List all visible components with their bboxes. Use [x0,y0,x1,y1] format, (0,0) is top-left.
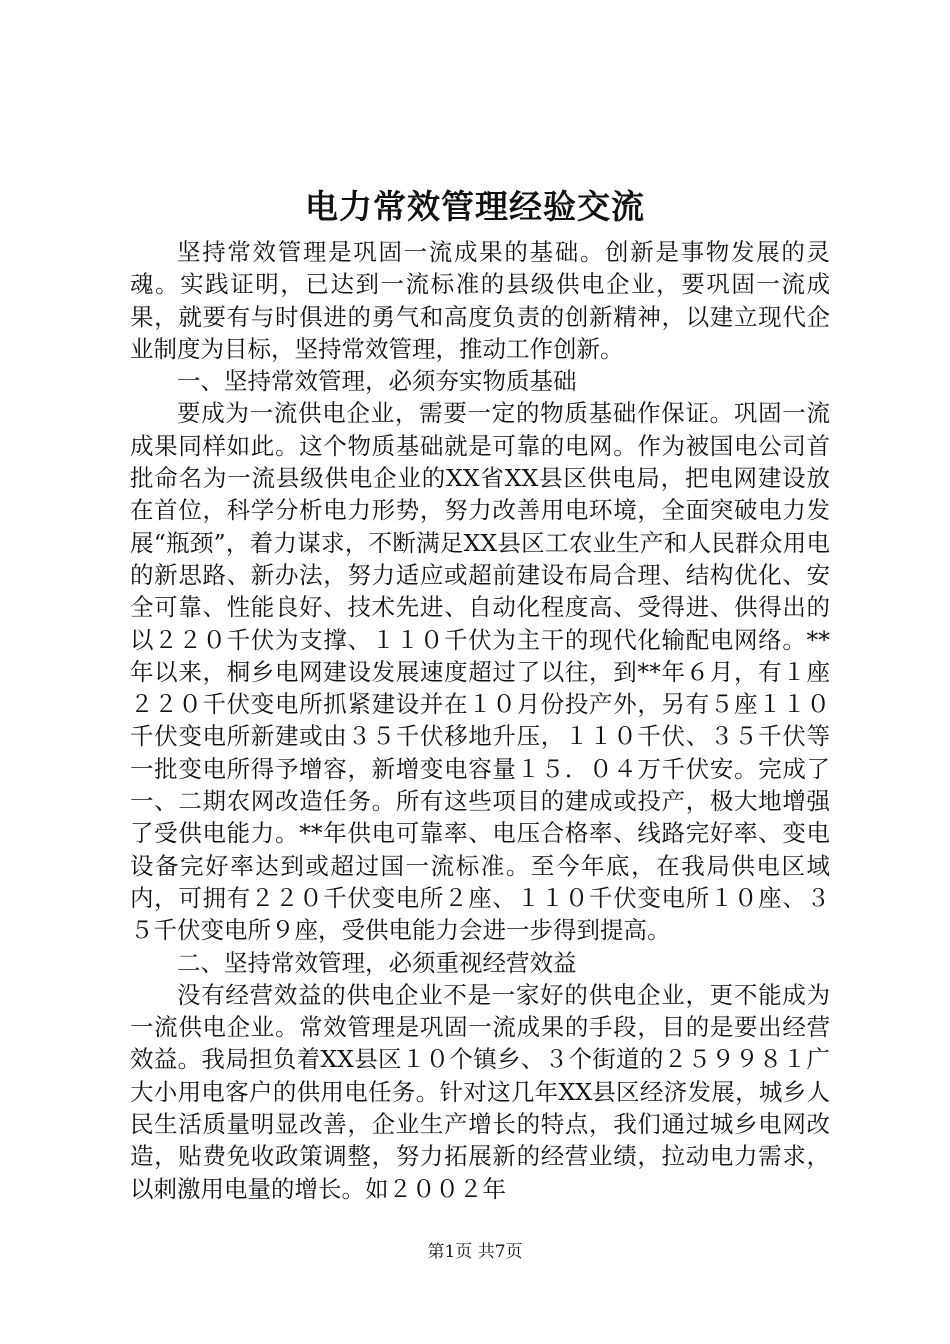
section-heading-1: 一、坚持常效管理，必须夯实物质基础 [177,367,577,396]
document-body [130,236,830,1205]
section-heading-2: 二、坚持常效管理，必须重视经营效益 [177,948,577,977]
paragraph-section-2: 没有经营效益的供电企业不是一家好的供电企业，更不能成为一流供电企业。常效管理是巩固一流成果的手段，目的是要出经营效益。我局担负着XX县区１０个镇乡、３个街道的２５９９８１广大小用电客户的供用电任务。针对这几年XX县区经济发展，城乡人民生活质量明显改善，企业生产增长的特点，我们通过城乡电网改造，贴费免收政策调整，努力拓展新的经营业绩，拉动电力需求，以刺激用电量的增长。如２００２年 [130,980,830,1203]
paragraph-section-1: 要成为一流供电企业，需要一定的物质基础作保证。巩固一流成果同样如此。这个物质基础就是可靠的电网。作为被国电公司首批命名为一流县级供电企业的XX省XX县区供电局，把电网建设放在首位，科学分析电力形势，努力改善用电环境，全面突破电力发展“瓶颈”，着力谋求，不断满足XX县区工农业生产和人民群众用电的新思路、新办法，努力适应或超前建设布局合理、结构优化、安全可靠、性能良好、技术先进、自动化程度高、受得进、供得出的以２２０千伏为支撑、１１０千伏为主干的现代化输配电网络。**年以来，桐乡电网建设发展速度超过了以往，到**年６月，有１座２２０千伏变电所抓紧建设并在１０月份投产外，另有５座１１０千伏变电所新建或由３５千伏移地升压，１１０千伏、３５千伏等一批变电所得予增容，新增变电容量１５．０４万千伏安。完成了一、二期农网改造任务。所有这些项目的建成或投产，极大地增强了受供电能力。**年供电可靠率、电压合格率、线路完好率、变电设备完好率达到或超过国一流标准。至今年底，在我局供电区域内，可拥有２２０千伏变电所２座、１１０千伏变电所１０座、３５千伏变电所９座，受供电能力会进一步得到提高。 [130,399,830,945]
paragraph-intro: 坚持常效管理是巩固一流成果的基础。创新是事物发展的灵魂。实践证明，已达到一流标准的县级供电企业，要巩固一流成果，就要有与时俱进的勇气和高度负责的创新精神，以建立现代企业制度为目标，坚持常效管理，推动工作创新。 [130,238,830,363]
page-number-footer: 第1页 共7页 [427,1242,523,1262]
document-title: 电力常效管理经验交流 [305,187,645,226]
